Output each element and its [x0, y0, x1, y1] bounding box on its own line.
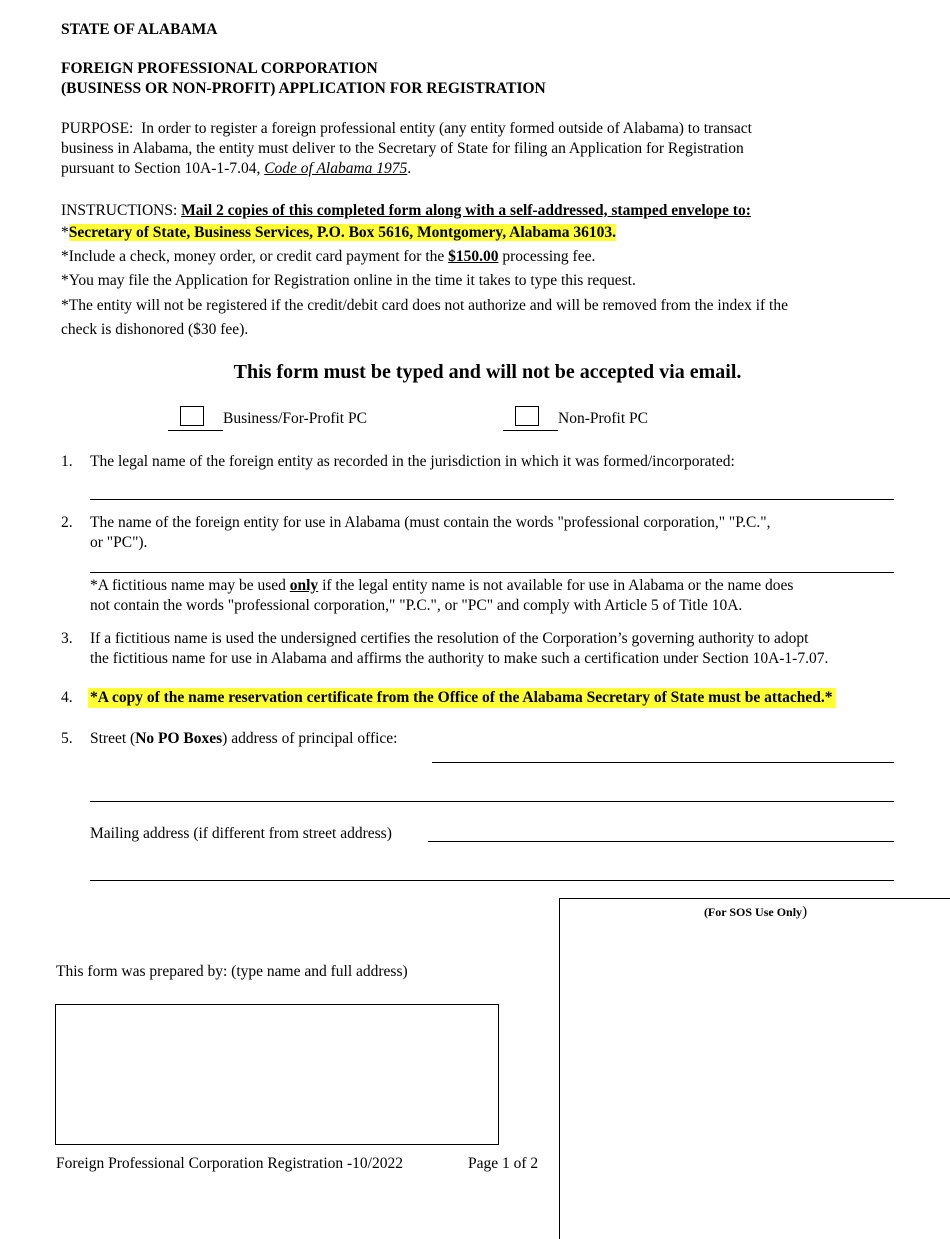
business-pc-checkbox[interactable] [180, 406, 204, 426]
purpose-line3: pursuant to Section 10A-1-7.04, [61, 160, 265, 178]
item1-text: The legal name of the foreign entity as recorded in the jurisdiction in which it was formed/incorporated: [90, 453, 735, 470]
mailing-address-label: Mailing address (if different from street address) [90, 825, 392, 842]
purpose-line2: business in Alabama, the entity must deliver to the Secretary of State for filing an Application for Registration [61, 140, 744, 158]
street-address-field-line1[interactable] [432, 762, 894, 763]
card-note-line1: *The entity will not be registered if the credit/debit card does not authorize and will be removed from the index if the [61, 296, 788, 314]
mail-instruction: Mail 2 copies of this completed form along with a self-addressed, stamped envelope to: [181, 202, 751, 219]
street-address-field-line2[interactable] [90, 801, 894, 802]
item4-text: *A copy of the name reservation certificate from the Office of the Alabama Secretary of State must be attached.* [88, 688, 835, 708]
mailing-address-field-line1[interactable] [428, 841, 894, 842]
form-title-line1: FOREIGN PROFESSIONAL CORPORATION [61, 60, 378, 77]
prepared-by-label: This form was prepared by: (type name and full address) [56, 963, 408, 980]
item2-text: The name of the foreign entity for use in Alabama (must contain the words "professional corporation," "P.C.", or "PC"). [90, 514, 771, 552]
nonprofit-pc-option[interactable] [503, 406, 648, 431]
form-identifier: Foreign Professional Corporation Registration -10/2022 [56, 1155, 403, 1172]
prepared-by-field[interactable] [55, 1004, 499, 1145]
nonprofit-pc-label: Non-Profit PC [558, 410, 648, 427]
code-reference: Code of Alabama 1975 [264, 160, 408, 178]
purpose-label: PURPOSE: [61, 120, 134, 137]
instructions-label: INSTRUCTIONS: [61, 202, 178, 219]
purpose-paragraph: PURPOSE: In order to register a foreign professional entity (any entity formed outside of Alabama) to transact business in Alabama, the entity must deliver to the Secretary of State for filing an Application for Registration pursuant to Section 10A-1-7.04, Code of Alabama 1975. [61, 119, 931, 179]
fee-amount: $150.00 [448, 248, 499, 266]
mailing-address: Secretary of State, Business Services, P.O. Box 5616, Montgomery, Alabama 36103. [68, 224, 616, 242]
page-number: Page 1 of 2 [468, 1155, 539, 1172]
instructions-block: INSTRUCTIONS: Mail 2 copies of this completed form along with a self-addressed, stamped envelope to: *Secretary of State, Business Services, P.O. Box 5616, Montgomery, Alabama 36103. *Include a check, money order, or credit card payment for the $150.00 processing fee. *You may file the Application for Registration online in the time it takes to type this request. *The entity will not be registered if the credit/debit card does not authorize and will be removed from the index if the check is dishonored ($30 fee). [61, 201, 931, 340]
mailing-address-field-line2[interactable] [90, 880, 894, 881]
business-pc-label: Business/For-Profit PC [223, 410, 367, 427]
nonprofit-pc-checkbox[interactable] [515, 406, 539, 426]
sos-use-only-box [559, 898, 950, 1239]
business-pc-option[interactable] [168, 406, 367, 431]
item5-text: Street (No PO Boxes) address of principal office: [90, 730, 398, 747]
typed-notice: This form must be typed and will not be accepted via email. [233, 361, 742, 383]
legal-name-field[interactable] [90, 499, 894, 500]
card-note-line2: check is dishonored ($30 fee). [61, 320, 249, 338]
item3-text: If a fictitious name is used the undersigned certifies the resolution of the Corporation’s governing authority to adopt the fictitious name for use in Alabama and affirms the authority to make such a certification under Section 10A-1-7.07. [90, 630, 829, 668]
form-title-line2: (BUSINESS OR NON-PROFIT) APPLICATION FOR REGISTRATION [61, 80, 546, 97]
purpose-line1: In order to register a foreign professional entity (any entity formed outside of Alabama) to transact [141, 120, 752, 137]
fictitious-name-note: *A fictitious name may be used only if the legal entity name is not available for use in Alabama or the name does not contain the words "professional corporation," "P.C.", or "PC" and comply with Article 5 of Title 10A. [90, 577, 794, 615]
online-note: *You may file the Application for Registration online in the time it takes to type this request. [61, 272, 636, 290]
alabama-name-field[interactable] [90, 572, 894, 573]
state-heading: STATE OF ALABAMA [61, 21, 218, 38]
sos-use-only-label: (For SOS Use Only) [703, 904, 808, 920]
